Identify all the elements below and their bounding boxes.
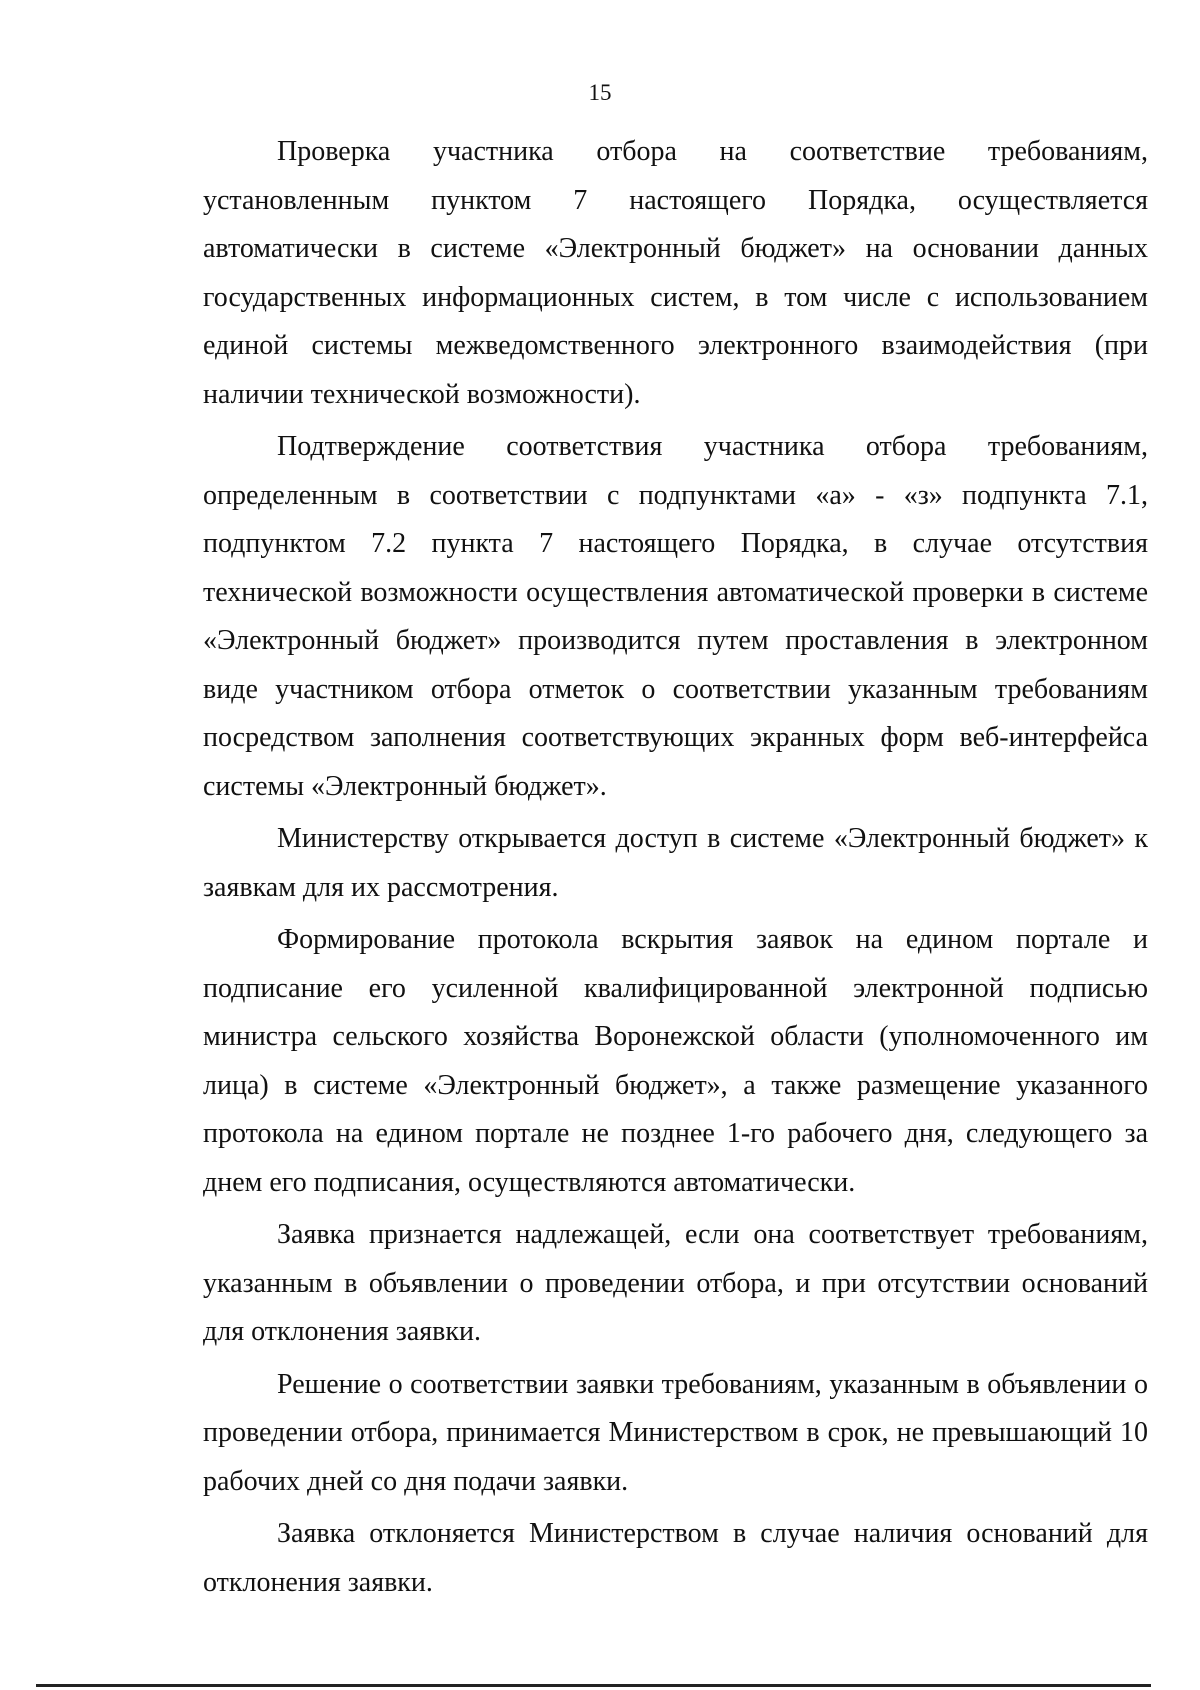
paragraph-ministry-access: Министерству открывается доступ в системе «Электронный бюджет» к заявкам для их рассмотрения. [203, 823, 1148, 903]
paragraph-application-proper: Заявка признается надлежащей, если она соответствует требованиям, указанным в объявлении о проведении отбора, и при отсутствии оснований для отклонения заявки. [203, 1219, 1148, 1347]
paragraph-eligibility-check: Проверка участника отбора на соответствие требованиям, установленным пунктом 7 настоящего Порядка, осуществляется автоматически в системе «Электронный бюджет» на основании данных государственных информационных систем, в том числе с использованием единой системы межведомственного электронного взаимодействия (при наличии технической возможности). [203, 136, 1148, 410]
document-body [203, 128, 1148, 1611]
paragraph-protocol-formation: Формирование протокола вскрытия заявок на едином портале и подписание его усиленной квалифицированной электронной подписью министра сельского хозяйства Воронежской области (уполномоченного им лица) в системе «Электронный бюджет», а также размещение указанного протокола на едином портале не позднее 1-го рабочего дня, следующего за днем его подписания, осуществляются автоматически. [203, 924, 1148, 1198]
footer-divider [36, 1684, 1151, 1687]
paragraph-compliance-confirmation: Подтверждение соответствия участника отбора требованиям, определенным в соответствии с подпунктами «а» - «з» подпункта 7.1, подпунктом 7.2 пункта 7 настоящего Порядка, в случае отсутствия технической возможности осуществления автоматической проверки в системе «Электронный бюджет» производится путем проставления в электронном виде участником отбора отметок о соответствии указанным требованиям посредством заполнения соответствующих экранных форм веб-интерфейса системы «Электронный бюджет». [203, 431, 1148, 802]
paragraph-application-rejection: Заявка отклоняется Министерством в случае наличия оснований для отклонения заявки. [203, 1518, 1148, 1598]
page-number: 15 [588, 80, 612, 105]
paragraph-decision-term: Решение о соответствии заявки требованиям, указанным в объявлении о проведении отбора, принимается Министерством в срок, не превышающий 10 рабочих дней со дня подачи заявки. [203, 1368, 1148, 1497]
